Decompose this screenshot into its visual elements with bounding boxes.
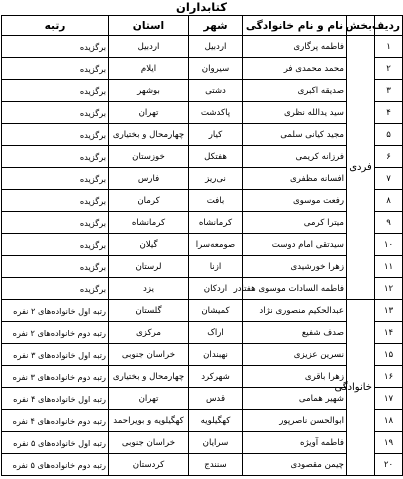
row-number: ۱۴ [375,322,403,344]
person-name: فاطمه پرگاری [243,36,347,58]
rank: برگزیده [2,102,109,124]
row-number: ۶ [375,146,403,168]
city: صومعه‌سرا [189,234,243,256]
rank: رتبه اول خانواده‌های ۵ نفره [2,432,109,454]
rank: برگزیده [2,58,109,80]
person-name: محمد محمدی فر [243,58,347,80]
rank: برگزیده [2,168,109,190]
province: چهارمحال و بختیاری [109,366,189,388]
person-name: سیدتقی امام دوست [243,234,347,256]
rank: رتبه دوم خانواده‌های ۳ نفره [2,366,109,388]
rank: رتبه اول خانواده‌های ۳ نفره [2,344,109,366]
province: خوزستان [109,146,189,168]
city: بافت [189,190,243,212]
rank: رتبه دوم خانواده‌های ۴ نفره [2,410,109,432]
header-rank: رتبه [2,16,109,36]
person-name: صدیقه اکبری [243,80,347,102]
table-title: کتابداران [176,0,227,14]
person-name: فرزانه کریمی [243,146,347,168]
city: نهبندان [189,344,243,366]
city: کرمانشاه [189,212,243,234]
city: اردکان [189,278,243,300]
header-row-number: ردیف [375,16,403,36]
province: اردبیل [109,36,189,58]
rank: برگزیده [2,80,109,102]
table-row [2,432,403,454]
row-number: ۷ [375,168,403,190]
province: کرمانشاه [109,212,189,234]
row-number: ۱۵ [375,344,403,366]
table-row [2,234,403,256]
city: اراک [189,322,243,344]
row-number: ۱۱ [375,256,403,278]
province: خراسان جنوبی [109,344,189,366]
rank: برگزیده [2,190,109,212]
person-name: مجید کیانی سلمی [243,124,347,146]
person-name: ابوالحسن ناصرپور [243,410,347,432]
row-number: ۱۰ [375,234,403,256]
person-name: فاطمه آویژه [243,432,347,454]
row-number: ۱۲ [375,278,403,300]
city: قدس [189,388,243,410]
table-row [2,168,403,190]
rank: برگزیده [2,146,109,168]
row-number: ۱۷ [375,388,403,410]
province: ایلام [109,58,189,80]
person-name: صدف شفیع [243,322,347,344]
row-number: ۸ [375,190,403,212]
province: کهگیلویه و بویراحمد [109,410,189,432]
person-name: شهیر همامی [243,388,347,410]
province: خراسان جنوبی [109,432,189,454]
city: هفتکل [189,146,243,168]
row-number: ۹ [375,212,403,234]
table-row [2,102,403,124]
province: کردستان [109,454,189,476]
rank: برگزیده [2,234,109,256]
table-row [2,146,403,168]
rank: رتبه اول خانواده‌های ۲ نفره [2,300,109,322]
row-number: ۱۳ [375,300,403,322]
province: لرستان [109,256,189,278]
person-name: عبدالحکیم منصوری نژاد [243,300,347,322]
person-name: زهرا باقری [243,366,347,388]
city: دشتی [189,80,243,102]
person-name: سید یدالله نظری [243,102,347,124]
header-section: بخش [347,16,375,36]
province: فارس [109,168,189,190]
city: اردبیل [189,36,243,58]
province: گلستان [109,300,189,322]
rank: رتبه دوم خانواده‌های ۵ نفره [2,454,109,476]
row-number: ۱۹ [375,432,403,454]
rank: برگزیده [2,278,109,300]
person-name: فاطمه السادات موسوی هفتادر [243,278,347,300]
city: سرایان [189,432,243,454]
section-individual: فردی [347,36,375,300]
table-row [2,344,403,366]
table-row [2,80,403,102]
person-name: رفعت موسوی [243,190,347,212]
header-province: استان [109,16,189,36]
city: شهرکرد [189,366,243,388]
province: چهارمحال و بختیاری [109,124,189,146]
province: تهران [109,102,189,124]
row-number: ۲ [375,58,403,80]
table-row [2,300,403,322]
city: نی‌ریز [189,168,243,190]
rank: برگزیده [2,124,109,146]
province: کرمان [109,190,189,212]
city: سیروان [189,58,243,80]
city: کیار [189,124,243,146]
city: پاکدشت [189,102,243,124]
city: ازنا [189,256,243,278]
person-name: چیمن مقصودی [243,454,347,476]
row-number: ۱ [375,36,403,58]
table-row [2,322,403,344]
rank: برگزیده [2,212,109,234]
city: کمیشان [189,300,243,322]
table-row [2,36,403,58]
person-name: میترا کرمی [243,212,347,234]
rank: برگزیده [2,256,109,278]
rank: رتبه اول خانواده‌های ۴ نفره [2,388,109,410]
row-number: ۱۶ [375,366,403,388]
rank: برگزیده [2,36,109,58]
city: کهگیلویه [189,410,243,432]
table-row [2,190,403,212]
table-row [2,212,403,234]
province: مرکزی [109,322,189,344]
person-name: زهرا خورشیدی [243,256,347,278]
person-name: افسانه مظفری [243,168,347,190]
province: بوشهر [109,80,189,102]
header-city: شهر [189,16,243,36]
row-number: ۱۸ [375,410,403,432]
row-number: ۵ [375,124,403,146]
librarians-table [1,15,403,476]
table-row [2,256,403,278]
province: گیلان [109,234,189,256]
row-number: ۳ [375,80,403,102]
row-number: ۴ [375,102,403,124]
table-row [2,278,403,300]
header-name: نام و نام خانوادگی [243,16,347,36]
rank: رتبه دوم خانواده‌های ۲ نفره [2,322,109,344]
province: تهران [109,388,189,410]
header-row [2,16,403,36]
section-family: خانوادگی [347,300,375,476]
province: یزد [109,278,189,300]
table-row [2,410,403,432]
table-row [2,454,403,476]
row-number: ۲۰ [375,454,403,476]
table-row [2,124,403,146]
table-row [2,58,403,80]
city: سنندج [189,454,243,476]
person-name: نسرین عزیزی [243,344,347,366]
